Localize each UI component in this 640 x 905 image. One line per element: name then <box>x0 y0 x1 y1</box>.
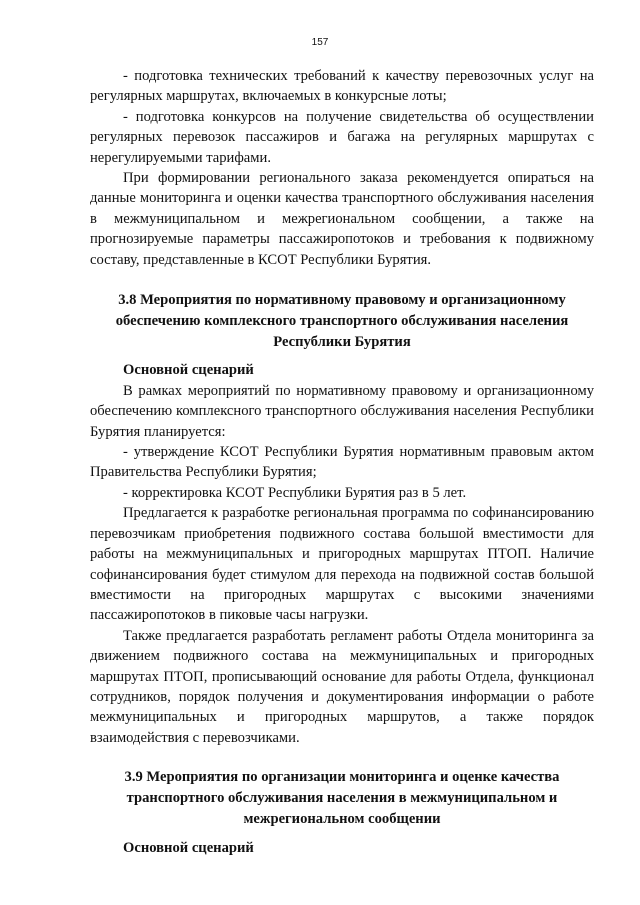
section-heading-3-8: 3.8 Мероприятия по нормативному правовому и организационному обеспечению комплексного транспортного обслуживания населения Республики Бурятия <box>115 292 569 350</box>
section-subheading: Основной сценарий <box>123 839 254 856</box>
paragraph: Также предлагается разработать регламент работы Отдела мониторинга за движением подвижного состава на межмуниципальных и пригородных маршрутах ПТОП, прописывающий основание для работы Отдела, функционал сотрудников, порядок получения и документирования информации о работе межмуниципальных и пригородных маршрутов, а также порядок взаимодействия с перевозчиками. <box>90 627 594 746</box>
paragraph: - утверждение КСОТ Республики Бурятия нормативным правовым актом Правительства Республики Бурятия; <box>90 444 594 481</box>
paragraph: - подготовка технических требований к качеству перевозочных услуг на регулярных маршрутах, включаемых в конкурсные лоты; <box>90 68 594 105</box>
paragraph: В рамках мероприятий по нормативному правовому и организационному обеспечению комплексного транспортного обслуживания населения Республики Бурятия планируется: <box>90 382 594 440</box>
paragraph: При формировании регионального заказа рекомендуется опираться на данные мониторинга и оценки качества транспортного обслуживания населения в межмуниципальном и межрегиональном сообщении, а также на прогнозируемые параметры пассажиропотоков и требования к подвижному составу, представленные в КСОТ Республики Бурятия. <box>90 170 594 268</box>
paragraph: - подготовка конкурсов на получение свидетельства об осуществлении регулярных перевозок пассажиров и багажа на регулярных маршрутах с нерегулируемыми тарифами. <box>90 108 594 166</box>
paragraph: Предлагается к разработке региональная программа по софинансированию перевозчикам приобретения подвижного состава большой вместимости для работы на межмуниципальных и пригородных маршрутах ПТОП. Наличие софинансирования будет стимулом для перехода на подвижной состав большой вместимости на пригородных маршрутах с высокими значениями пассажиропотоков в пиковые часы нагрузки. <box>90 505 594 624</box>
paragraph: - корректировка КСОТ Республики Бурятия раз в 5 лет. <box>123 484 467 501</box>
section-heading-3-9: 3.9 Мероприятия по организации мониторинга и оценке качества транспортного обслуживания населения в межмуниципальном и межрегиональном сообщении <box>124 769 560 827</box>
page-body <box>90 66 594 858</box>
page-number: 157 <box>311 37 329 48</box>
section-subheading: Основной сценарий <box>123 362 254 379</box>
